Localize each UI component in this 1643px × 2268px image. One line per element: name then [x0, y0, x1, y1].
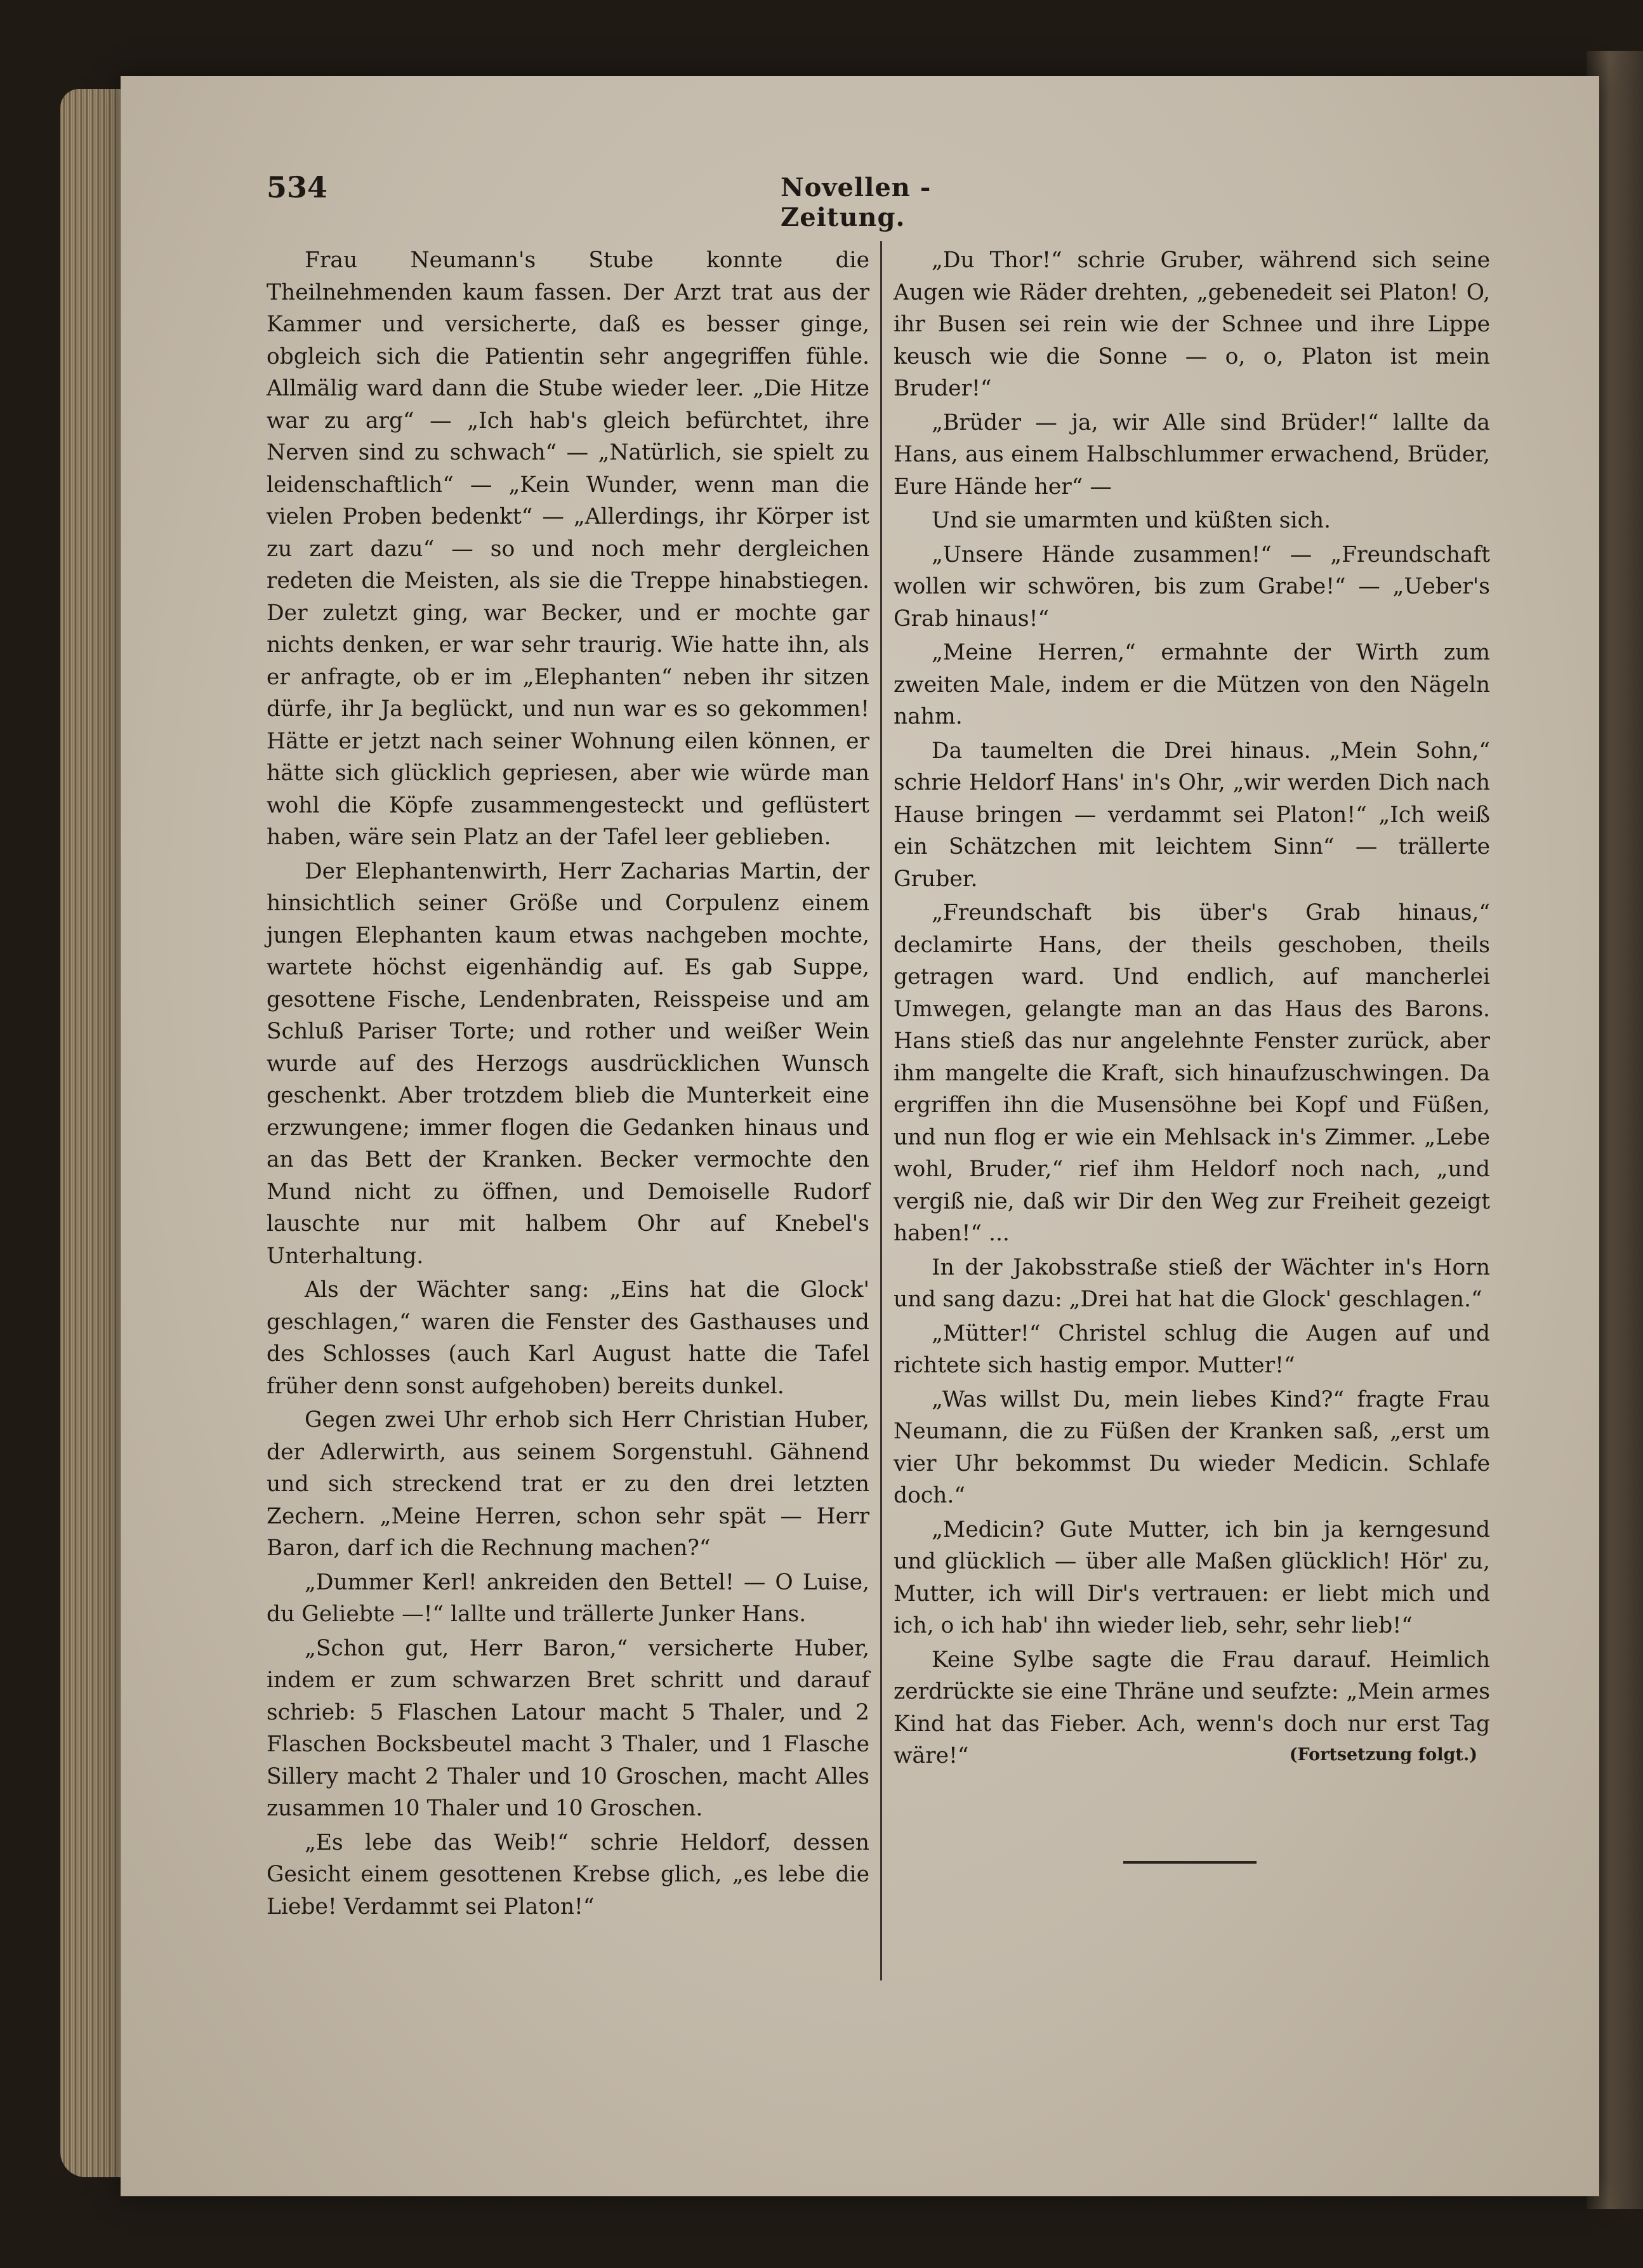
end-rule — [1123, 1861, 1257, 1864]
page-header — [267, 170, 984, 232]
paragraph: „Dummer Kerl! ankreiden den Bettel! — O Luise, du Geliebte —!“ lallte und trällerte Junker Hans. — [267, 1569, 869, 1627]
left-column — [267, 244, 869, 1923]
running-head: Novellen - Zeitung. — [781, 173, 932, 232]
paragraph: „Was willst Du, mein liebes Kind?“ fragte Frau Neumann, die zu Füßen der Kranken saß, „erst um vier Uhr bekommst Du wieder Medicin. Schlafe doch.“ — [894, 1386, 1490, 1508]
continuation-note: (Fortsetzung folgt.) — [1289, 1744, 1477, 1765]
paragraph: „Mütter!“ Christel schlug die Augen auf und richtete sich hastig empor. Mutter!“ — [894, 1320, 1490, 1378]
paragraph: Der Elephantenwirth, Herr Zacharias Martin, der hinsichtlich seiner Größe und Corpulenz einem jungen Elephanten kaum etwas nachgeben mochte, wartete höchst eigenhändig auf. Es gab Suppe, gesottene Fische, Lendenbraten, Reisspeise und am Schluß Pariser Torte; und rother und weißer Wein wurde auf des Herzogs ausdrücklichen Wunsch geschenkt. Aber trotzdem blieb die Munterkeit eine erzwungene; immer flogen die Gedanken hinaus und an das Bett der Kranken. Becker vermochte den Mund nicht zu öffnen, und Demoiselle Rudorf lauschte nur mit halbem Ohr auf Knebel's Unterhaltung. — [267, 858, 869, 1269]
paragraph: In der Jakobsstraße stieß der Wächter in's Horn und sang dazu: „Drei hat hat die Glock' geschlagen.“ — [894, 1254, 1490, 1312]
paragraph: „Brüder — ja, wir Alle sind Brüder!“ lallte da Hans, aus einem Halbschlummer erwachend, Brüder, Eure Hände her“ — — [894, 409, 1490, 500]
paragraph: „Schon gut, Herr Baron,“ versicherte Huber, indem er zum schwarzen Bret schritt und darauf schrieb: 5 Flaschen Latour macht 5 Thaler, und 2 Flaschen Bocksbeutel macht 3 Thaler, und 1 Flasche Sillery macht 2 Thaler und 10 Groschen, macht Alles zusammen 10 Thaler und 10 Groschen. — [267, 1635, 869, 1821]
paragraph: „Du Thor!“ schrie Gruber, während sich seine Augen wie Räder drehten, „gebenedeit sei Platon! O, ihr Busen sei rein wie der Schnee und ihre Lippe keusch wie die Sonne — o, o, Platon ist mein Bruder!“ — [894, 248, 1490, 401]
paragraph: „Es lebe das Weib!“ schrie Heldorf, dessen Gesicht einem gesottenen Krebse glich, „es lebe die Liebe! Verdammt sei Platon!“ — [267, 1829, 869, 1920]
paragraph: Als der Wächter sang: „Eins hat die Glock' geschlagen,“ waren die Fenster des Gasthauses und des Schlosses (auch Karl August hatte die Tafel früher denn sonst aufgehoben) bereits dunkel. — [267, 1277, 869, 1399]
paragraph: Frau Neumann's Stube konnte die Theilnehmenden kaum fassen. Der Arzt trat aus der Kammer und versicherte, daß es besser ginge, obgleich sich die Patientin sehr angegriffen fühle. Allmälig ward dann die Stube wieder leer. „Die Hitze war zu arg“ — „Ich hab's gleich befürchtet, ihre Nerven sind zu schwach“ — „Natürlich, sie spielt zu leidenschaftlich“ — „Kein Wunder, wenn man die vielen Proben bedenkt“ — „Allerdings, ihr Körper ist zu zart dazu“ — so und noch mehr dergleichen redeten die Meisten, als sie die Treppe hinabstiegen. Der zuletzt ging, war Becker, und er mochte gar nichts denken, er war sehr traurig. Wie hatte ihn, als er anfragte, ob er im „Elephanten“ neben ihr sitzen dürfe, ihr Ja beglückt, und nun war es so gekommen! Hätte er jetzt nach seiner Wohnung eilen können, er hätte sich glücklich gepriesen, aber wie würde man wohl die Köpfe zusammengesteckt und geflüstert haben, wäre sein Platz an der Tafel leer geblieben. — [267, 248, 869, 850]
paragraph: Gegen zwei Uhr erhob sich Herr Christian Huber, der Adlerwirth, aus seinem Sorgenstuhl. Gähnend und sich streckend trat er zu den drei letzten Zechern. „Meine Herren, schon sehr spät — Herr Baron, darf ich die Rechnung machen?“ — [267, 1407, 869, 1561]
paragraph: „Unsere Hände zusammen!“ — „Freundschaft wollen wir schwören, bis zum Grabe!“ — „Ueber's Grab hinaus!“ — [894, 541, 1490, 632]
column-divider — [880, 241, 882, 1980]
paragraph: Keine Sylbe sagte die Frau darauf. Heimlich zerdrückte sie eine Thräne und seufzte: „Mein armes Kind hat das Fieber. Ach, wenn's doch nur erst Tag wäre!“ — [894, 1647, 1490, 1768]
paragraph: Und sie umarmten und küßten sich. — [932, 508, 1331, 533]
page-number: 534 — [267, 170, 328, 204]
paragraph: „Meine Herren,“ ermahnte der Wirth zum zweiten Male, indem er die Mützen von den Nägeln nahm. — [894, 640, 1490, 729]
paragraph: Da taumelten die Drei hinaus. „Mein Sohn,“ schrie Heldorf Hans' in's Ohr, „wir werden Dich nach Hause bringen — verdammt sei Platon!“ „Ich weiß ein Schätzchen mit leichtem Sinn“ — trällerte Gruber. — [894, 738, 1490, 892]
right-column — [894, 244, 1490, 1768]
paragraph: „Medicin? Gute Mutter, ich bin ja kerngesund und glücklich — über alle Maßen glücklich! Hör' zu, Mutter, ich will Dir's vertrauen: er liebt mich und ich, o ich hab' ihn wieder lieb, sehr, sehr lieb!“ — [894, 1516, 1490, 1638]
paragraph: „Freundschaft bis über's Grab hinaus,“ declamirte Hans, der theils geschoben, theils getragen ward. Und endlich, auf mancherlei Umwegen, gelangte man an das Haus des Barons. Hans stieß das nur angelehnte Fenster zurück, aber ihm mangelte die Kraft, sich hinaufzuschwingen. Da ergriffen ihn die Musensöhne bei Kopf und Füßen, und nun flog er wie ein Mehlsack in's Zimmer. „Lebe wohl, Bruder,“ rief ihm Heldorf noch nach, „und vergiß nie, daß wir Dir den Weg zur Freiheit gezeigt haben!“ ... — [894, 900, 1490, 1246]
